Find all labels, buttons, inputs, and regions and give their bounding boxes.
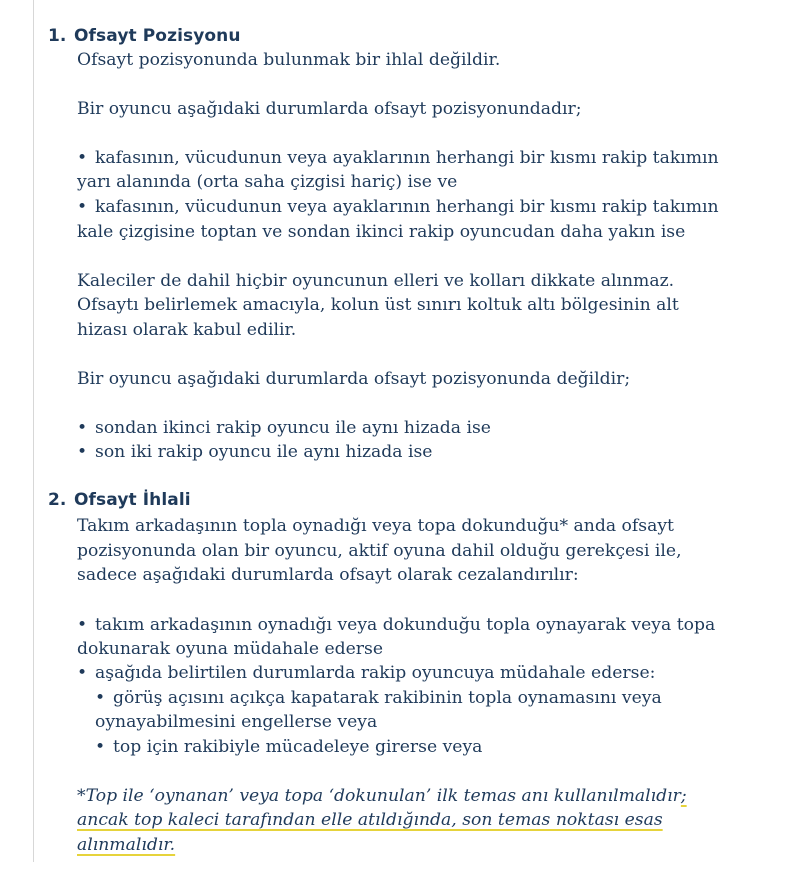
bullet-item <box>77 440 432 464</box>
paragraph-line: sadece aşağıdaki durumlarda ofsayt olarak cezalandırılır: <box>77 565 579 585</box>
bullet-icon: • <box>95 688 106 708</box>
bullet-icon: • <box>77 148 88 168</box>
bullet-text: kafasının, vücudunun veya ayaklarının herhangi bir kısmı rakip takımın <box>95 148 719 168</box>
left-margin-rule <box>33 0 34 862</box>
bullet-text: aşağıda belirtilen durumlarda rakip oyuncuya müdahale ederse: <box>95 663 656 683</box>
bullet-icon: • <box>77 663 88 683</box>
bullet-text: top için rakibiyle mücadeleye girerse veya <box>113 737 483 757</box>
bullet-item <box>77 661 655 685</box>
paragraph-line: Takım arkadaşının topla oynadığı veya topa dokunduğu* anda ofsayt <box>77 516 674 536</box>
bullet-text: son iki rakip oyuncu ile aynı hizada ise <box>95 442 433 462</box>
section-heading-offside-offence <box>48 490 191 510</box>
bullet-icon: • <box>77 197 88 217</box>
paragraph-line: Bir oyuncu aşağıdaki durumlarda ofsayt pozisyonundadır; <box>77 99 582 119</box>
paragraph-line: Ofsaytı belirlemek amacıyla, kolun üst sınırı koltuk altı bölgesinin alt <box>77 295 679 315</box>
footnote-text: *Top ile ‘oynanan’ veya topa ‘dokunulan’ ilk temas anı kullanılmalıdır <box>77 786 681 806</box>
bullet-icon: • <box>77 442 88 462</box>
footnote-line <box>77 784 687 808</box>
section-number: 2. <box>48 490 67 510</box>
bullet-item-continuation: dokunarak oyuna müdahale ederse <box>77 639 384 659</box>
paragraph-line: hizası olarak kabul edilir. <box>77 320 297 340</box>
sub-bullet-item <box>95 686 662 710</box>
paragraph-line: pozisyonunda olan bir oyuncu, aktif oyuna dahil olduğu gerekçesi ile, <box>77 541 682 561</box>
bullet-item <box>77 613 715 637</box>
bullet-icon: • <box>77 615 88 635</box>
paragraph-line: Bir oyuncu aşağıdaki durumlarda ofsayt pozisyonunda değildir; <box>77 369 631 389</box>
paragraph-line: Ofsayt pozisyonunda bulunmak bir ihlal değildir. <box>77 50 501 70</box>
section-title: Ofsayt İhlali <box>74 490 191 510</box>
paragraph-line: Kaleciler de dahil hiçbir oyuncunun elleri ve kolları dikkate alınmaz. <box>77 271 675 291</box>
bullet-text: takım arkadaşının oynadığı veya dokunduğu topla oynayarak veya topa <box>95 615 716 635</box>
bullet-text: kafasının, vücudunun veya ayaklarının herhangi bir kısmı rakip takımın <box>95 197 719 217</box>
bullet-icon: • <box>95 737 106 757</box>
bullet-item-continuation: kale çizgisine toptan ve sondan ikinci rakip oyuncudan daha yakın ise <box>77 222 686 242</box>
footnote-line <box>77 808 663 832</box>
bullet-item <box>77 146 719 170</box>
footnote-line <box>77 833 175 857</box>
section-title: Ofsayt Pozisyonu <box>74 26 241 46</box>
section-heading-offside-position <box>48 26 241 46</box>
bullet-item-continuation: yarı alanında (orta saha çizgisi hariç) ise ve <box>77 172 458 192</box>
bullet-icon: • <box>77 418 88 438</box>
footnote-highlight: ancak top kaleci tarafından elle atıldığında, son temas noktası esas <box>77 810 663 830</box>
bullet-text: sondan ikinci rakip oyuncu ile aynı hizada ise <box>95 418 491 438</box>
bullet-item <box>77 195 719 219</box>
sub-bullet-item-continuation: oynayabilmesini engellerse veya <box>95 712 378 732</box>
footnote-highlight: alınmalıdır. <box>77 835 176 855</box>
section-number: 1. <box>48 26 67 46</box>
bullet-item <box>77 416 491 440</box>
bullet-text: görüş açısını açıkça kapatarak rakibinin topla oynamasını veya <box>113 688 662 708</box>
footnote-highlight: ; <box>680 786 687 806</box>
sub-bullet-item <box>95 735 482 759</box>
